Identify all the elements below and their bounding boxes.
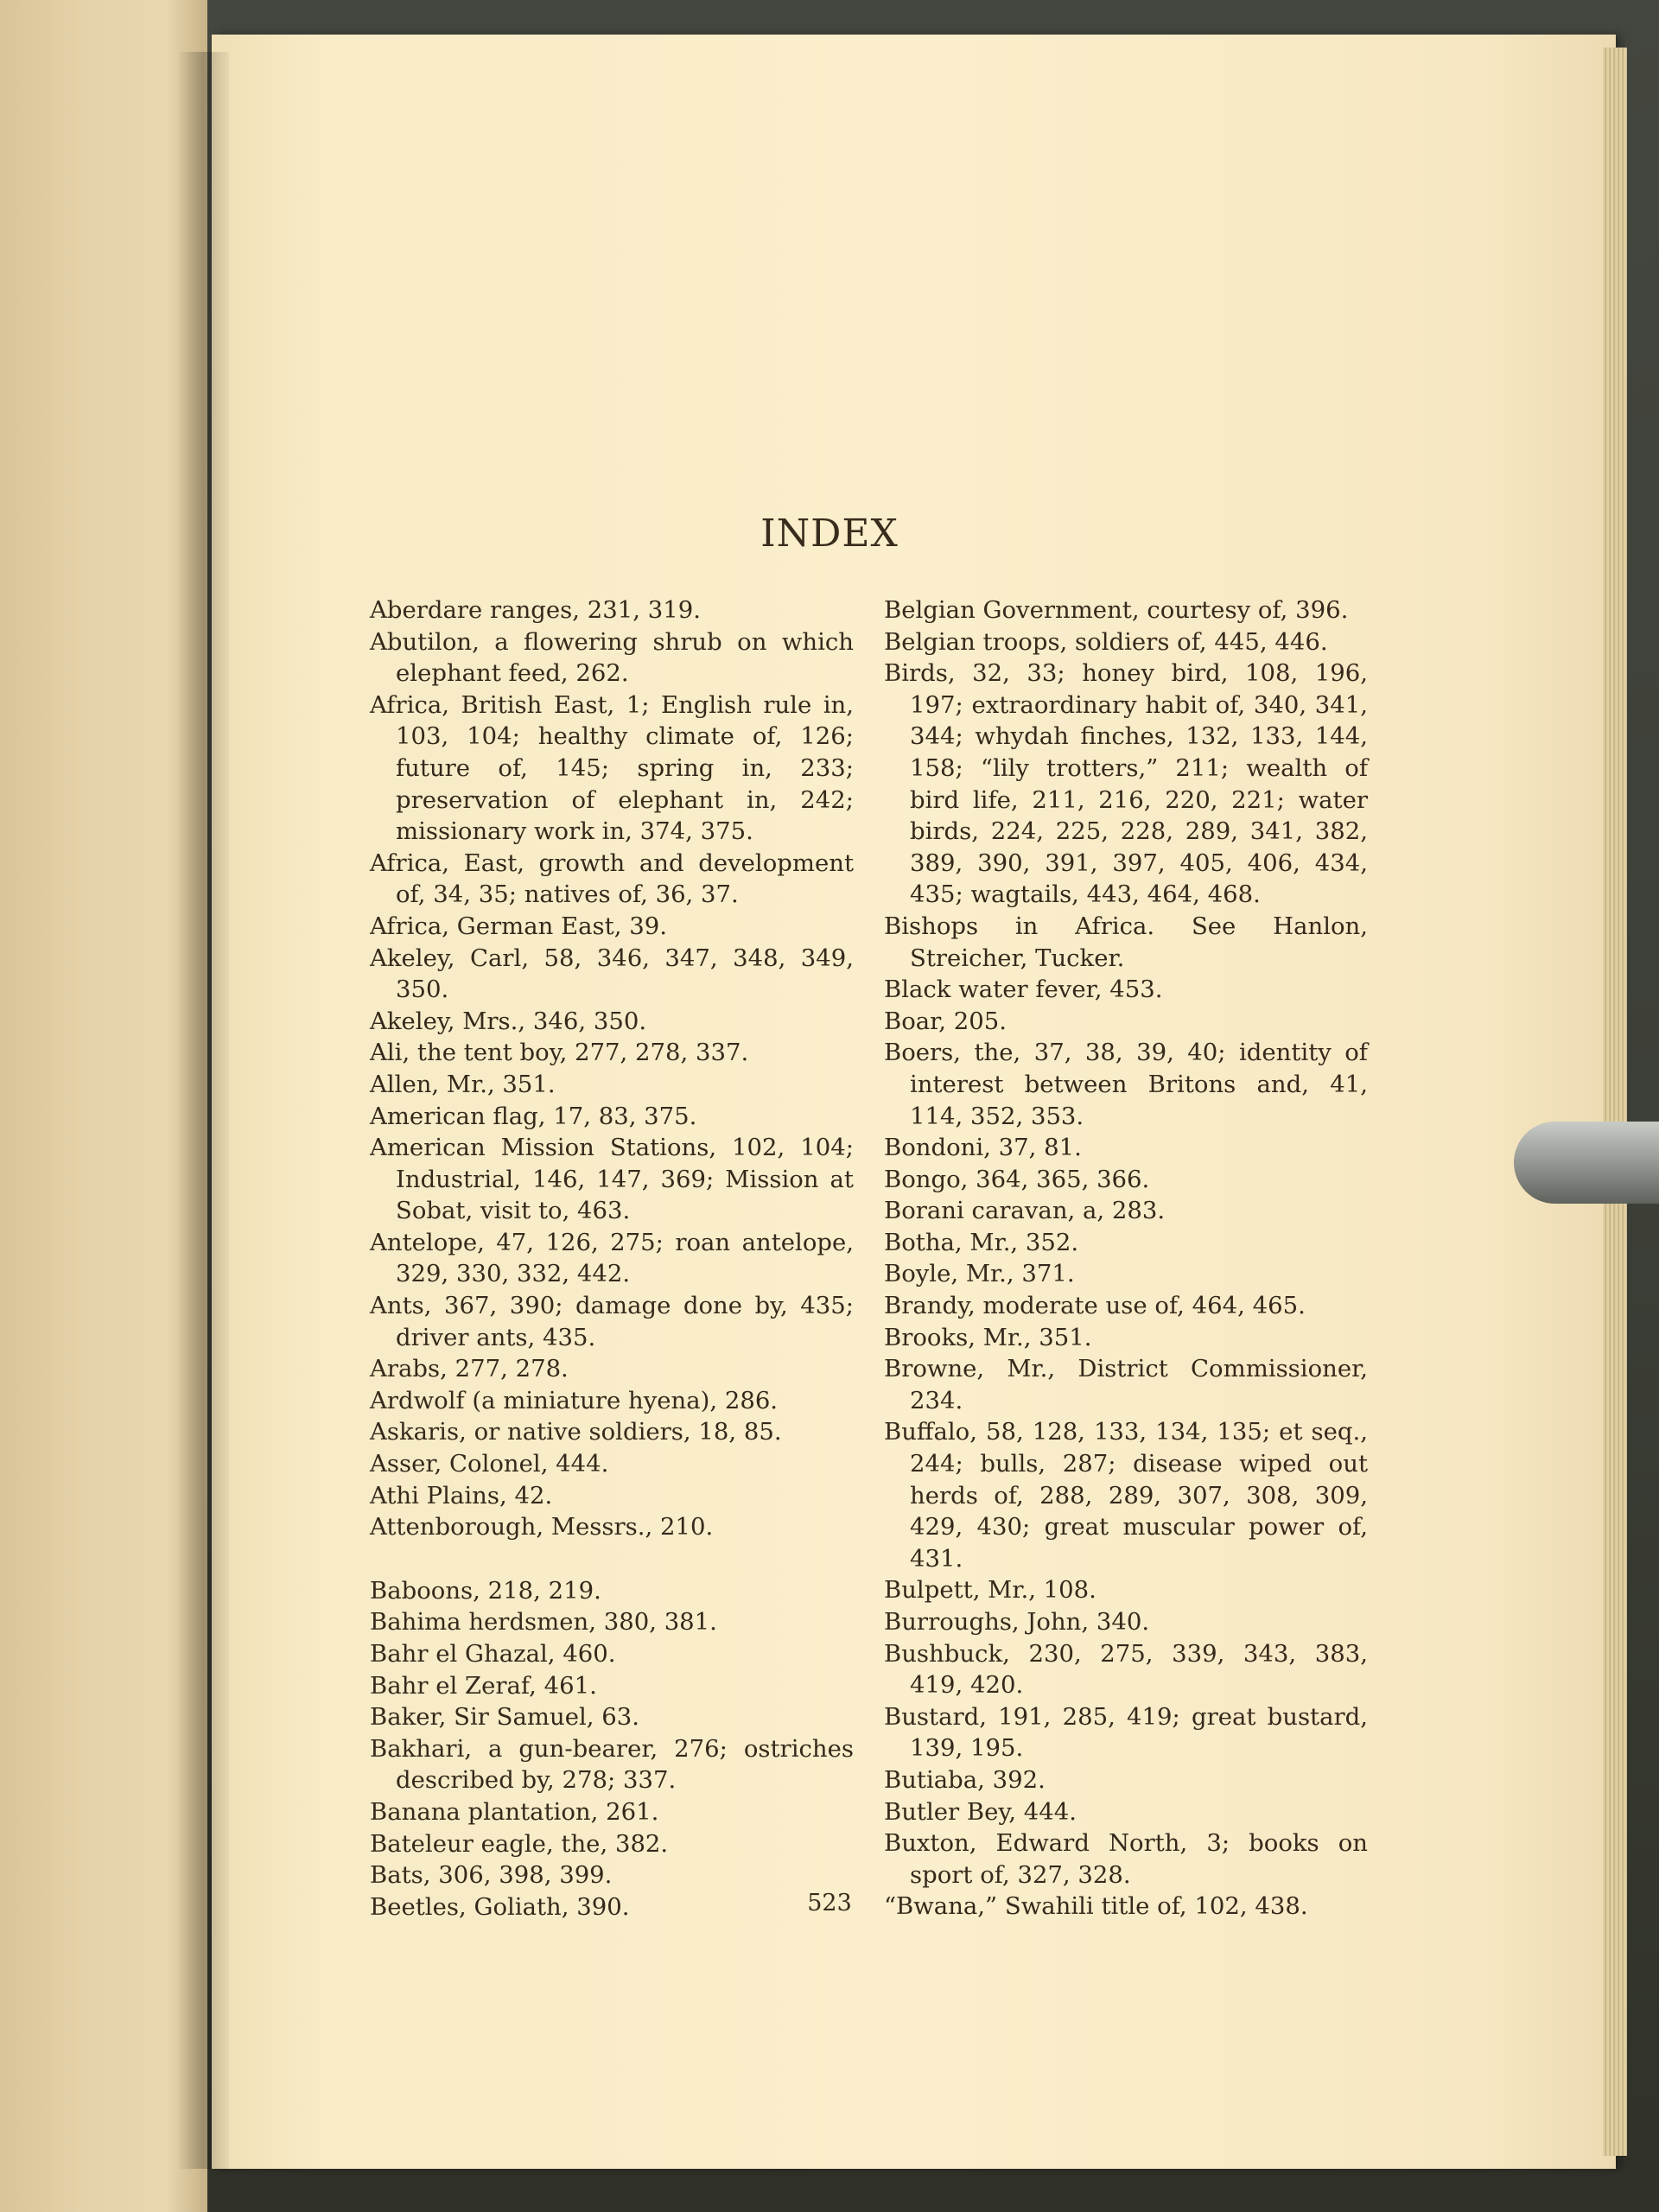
index-entry: Bustard, 191, 285, 419; great bustard, 139, 195. [884, 1702, 1368, 1763]
index-entry: Belgian troops, soldiers of, 445, 446. [884, 627, 1328, 656]
index-entry: Boers, the, 37, 38, 39, 40; identity of interest between Britons and, 41, 114, 352, 353. [884, 1039, 1368, 1130]
index-entry: Africa, German East, 39. [370, 912, 667, 940]
index-entry: Bongo, 364, 365, 366. [884, 1165, 1150, 1193]
index-entry: Belgian Government, courtesy of, 396. [884, 596, 1349, 624]
index-entry: Butler Bey, 444. [884, 1797, 1077, 1826]
index-entry: Botha, Mr., 352. [884, 1228, 1079, 1256]
index-entry: Bahima herdsmen, 380, 381. [370, 1608, 717, 1637]
index-entry: Buffalo, 58, 128, 133, 134, 135; et seq., 244; bulls, 287; disease wiped out herds of, 288, 289, 307, 308, 309, 429, 430; great muscular power of, 431. [884, 1418, 1368, 1573]
index-entry: Boyle, Mr., 371. [884, 1260, 1075, 1288]
index-entry: Ardwolf (a miniature hyena), 286. [370, 1386, 779, 1414]
page-title: INDEX [760, 512, 899, 556]
index-entry: Arabs, 277, 278. [370, 1355, 569, 1383]
page-number: 523 [807, 1890, 852, 1916]
index-entry: Black water fever, 453. [884, 976, 1163, 1004]
index-entry: Akeley, Carl, 58, 346, 347, 348, 349, 350. [370, 944, 854, 1004]
index-entry: Bahr el Zeraf, 461. [370, 1671, 597, 1700]
index-entry: Abutilon, a flowering shrub on which elephant feed, 262. [370, 627, 854, 688]
index-entry: Ali, the tent boy, 277, 278, 337. [370, 1039, 749, 1067]
index-entry: Banana plantation, 261. [370, 1797, 659, 1826]
bookmark-clip [1514, 1122, 1659, 1204]
index-entry: Baker, Sir Samuel, 63. [370, 1703, 639, 1732]
index-entry: Asser, Colonel, 444. [370, 1450, 609, 1478]
index-entry: American Mission Stations, 102, 104; Industrial, 146, 147, 369; Mission at Sobat, visit to, 463. [370, 1134, 854, 1225]
index-entry: Bateleur eagle, the, 382. [370, 1829, 669, 1858]
index-entry: Allen, Mr., 351. [370, 1070, 556, 1098]
index-entry: Antelope, 47, 126, 275; roan antelope, 329, 330, 332, 442. [370, 1228, 854, 1288]
index-entry: Borani caravan, a, 283. [884, 1197, 1166, 1225]
index-entry: Bahr el Ghazal, 460. [370, 1640, 616, 1668]
index-entry: Bondoni, 37, 81. [884, 1134, 1082, 1162]
index-entry: Brandy, moderate use of, 464, 465. [884, 1292, 1306, 1320]
index-entry: Bushbuck, 230, 275, 339, 343, 383, 419, 420. [884, 1639, 1368, 1700]
index-entry: Athi Plains, 42. [370, 1481, 553, 1510]
index-entry: Attenborough, Messrs., 210. [370, 1513, 714, 1541]
index-entry: Butiaba, 392. [884, 1765, 1046, 1794]
index-entry: Bulpett, Mr., 108. [884, 1576, 1096, 1605]
index-entry: Bakhari, a gun-bearer, 276; ostriches described by, 278; 337. [370, 1734, 854, 1795]
index-entry: Akeley, Mrs., 346, 350. [370, 1007, 647, 1035]
index-entry: Bishops in Africa. See Hanlon, Streicher, Tucker. [884, 912, 1368, 972]
index-entry: Burroughs, John, 340. [884, 1608, 1150, 1636]
index-entry: “Bwana,” Swahili title of, 102, 438. [884, 1892, 1308, 1921]
index-entry: Beetles, Goliath, 390. [370, 1892, 630, 1921]
index-entry: Birds, 32, 33; honey bird, 108, 196, 197; extraordinary habit of, 340, 341, 344; whydah finches, 132, 133, 144, 158; “lily trotters,” 211; wealth of bird life, 211, 216, 220, 221; water birds, 224, 225, 228, 289, 341, 382, 389, 390, 391, 397, 405, 406, 434, 435; wagtails, 443, 464, 468. [884, 659, 1368, 909]
book-gutter [177, 52, 229, 2169]
index-entry: Africa, East, growth and development of, 34, 35; natives of, 36, 37. [370, 849, 854, 909]
index-entry: Africa, British East, 1; English rule in, 103, 104; healthy climate of, 126; future of, 145; spring in, 233; preservation of elephant in, 242; missionary work in, 374, 375. [370, 690, 854, 846]
index-entry: Bats, 306, 398, 399. [370, 1861, 613, 1890]
left-page [0, 0, 207, 2212]
page-edges [1603, 48, 1627, 2156]
index-entry: Browne, Mr., District Commissioner, 234. [884, 1355, 1368, 1414]
index-column-left [370, 594, 854, 1923]
index-entry: Brooks, Mr., 351. [884, 1323, 1092, 1351]
index-entry: Askaris, or native soldiers, 18, 85. [370, 1418, 782, 1446]
index-entry: Baboons, 218, 219. [370, 1576, 601, 1605]
index-entry: Boar, 205. [884, 1007, 1007, 1035]
index-entry: American flag, 17, 83, 375. [370, 1102, 697, 1130]
index-entry: Ants, 367, 390; damage done by, 435; driver ants, 435. [370, 1292, 854, 1351]
index-column-right [884, 594, 1368, 1923]
index-entry: Aberdare ranges, 231, 319. [370, 596, 701, 624]
index-entry: Buxton, Edward North, 3; books on sport of, 327, 328. [884, 1829, 1368, 1889]
